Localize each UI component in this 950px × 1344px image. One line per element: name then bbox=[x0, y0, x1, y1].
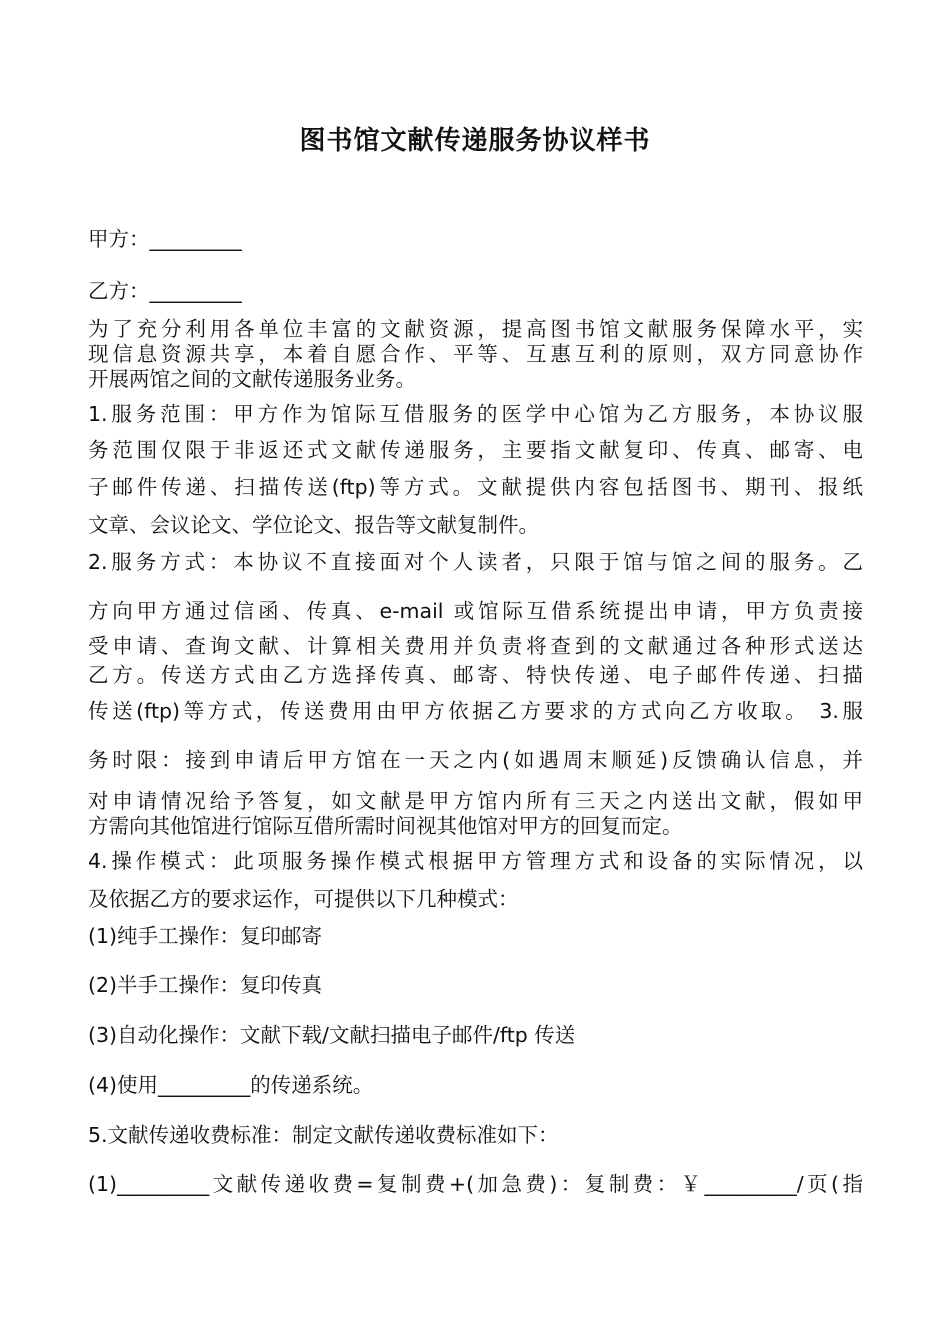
body-line: 受申请、查询文献、计算相关费用并负责将查到的文献通过各种形式送达 bbox=[88, 634, 863, 658]
body-line: 乙方。传送方式由乙方选择传真、邮寄、特快传递、电子邮件传递、扫描 bbox=[88, 663, 863, 687]
body-line: 务时限：接到申请后甲方馆在一天之内(如遇周末顺延)反馈确认信息，并 bbox=[88, 748, 863, 772]
party-a-line: 甲方：_________ bbox=[88, 227, 242, 251]
body-line: 开展两馆之间的文献传递服务业务。 bbox=[88, 367, 416, 391]
body-line: 2.服务方式：本协议不直接面对个人读者，只限于馆与馆之间的服务。乙 bbox=[88, 550, 863, 574]
list-item: (2)半手工操作：复印传真 bbox=[88, 973, 323, 997]
body-line: 5.文献传递收费标准：制定文献传递收费标准如下： bbox=[88, 1123, 559, 1147]
party-b-line: 乙方：_________ bbox=[88, 279, 242, 303]
body-line: 1.服务范围：甲方作为馆际互借服务的医学中心馆为乙方服务，本协议服 bbox=[88, 402, 863, 426]
body-line: 现信息资源共享，本着自愿合作、平等、互惠互利的原则，双方同意协作 bbox=[88, 342, 863, 366]
body-line: 4.操作模式：此项服务操作模式根据甲方管理方式和设备的实际情况，以 bbox=[88, 849, 863, 873]
list-item: (1)纯手工操作：复印邮寄 bbox=[88, 924, 323, 948]
body-line: (1)_________文献传递收费=复制费+(加急费)：复制费：￥_________/页(指 bbox=[88, 1172, 863, 1196]
body-line: 方需向其他馆进行馆际互借所需时间视其他馆对甲方的回复而定。 bbox=[88, 814, 683, 838]
body-line: 传送(ftp)等方式，传送费用由甲方依据乙方要求的方式向乙方收取。 3.服 bbox=[88, 699, 863, 723]
body-line: 为了充分利用各单位丰富的文献资源，提高图书馆文献服务保障水平，实 bbox=[88, 317, 863, 341]
body-line: 对申请情况给予答复，如文献是甲方馆内所有三天之内送出文献，假如甲 bbox=[88, 789, 863, 813]
body-line: 方向甲方通过信函、传真、e-mail 或馆际互借系统提出申请，甲方负责接 bbox=[88, 599, 863, 623]
list-item: (4)使用_________的传递系统。 bbox=[88, 1073, 374, 1097]
document-title: 图书馆文献传递服务协议样书 bbox=[299, 126, 651, 156]
body-line: 文章、会议论文、学位论文、报告等文献复制件。 bbox=[88, 513, 539, 537]
list-item: (3)自动化操作：文献下载/文献扫描电子邮件/ftp 传送 bbox=[88, 1023, 576, 1047]
body-line: 务范围仅限于非返还式文献传递服务，主要指文献复印、传真、邮寄、电 bbox=[88, 438, 863, 462]
body-line: 子邮件传递、扫描传送(ftp)等方式。文献提供内容包括图书、期刊、报纸 bbox=[88, 475, 863, 499]
body-line: 及依据乙方的要求运作，可提供以下几种模式： bbox=[88, 887, 519, 911]
